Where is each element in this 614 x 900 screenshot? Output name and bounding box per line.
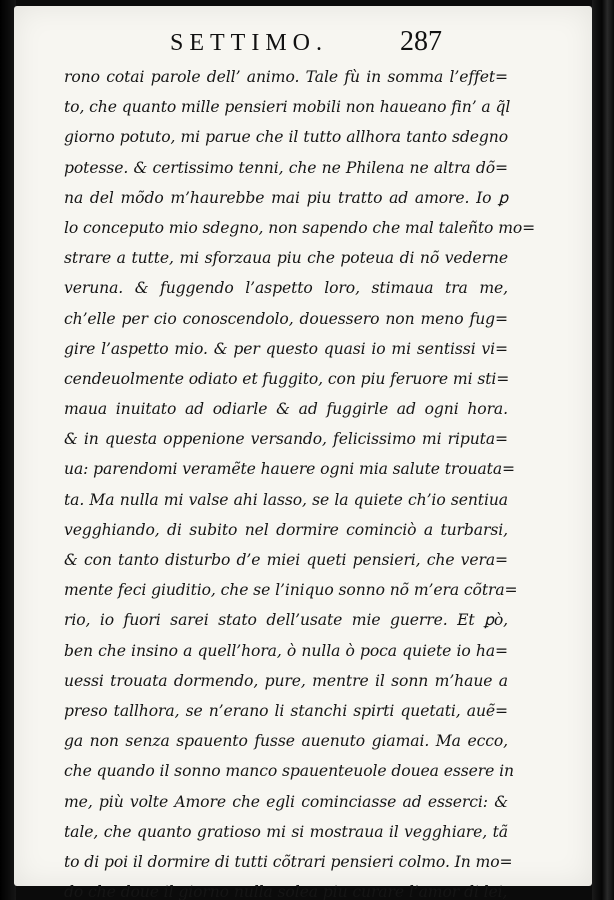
text-line: rono cotai parole dell’ animo. Tale fù in somma l’effet= bbox=[64, 68, 508, 86]
running-head: SETTIMO. bbox=[170, 30, 328, 56]
text-line: to di poi il dormire di tutti cõtrari pensieri colmo. In mo= bbox=[64, 852, 513, 871]
text-line: veruna. & fuggendo l’aspetto loro, stimaua tra me, bbox=[64, 279, 508, 298]
text-line: ch’elle per cio conoscendolo, douessero non meno fug= bbox=[64, 309, 508, 328]
text-line: che quando il sonno manco spauenteuole douea essere in bbox=[64, 762, 514, 781]
text-line: strare a tutte, mi sforzaua piu che poteua di nõ vederne bbox=[64, 249, 508, 268]
text-line: ta. Ma nulla mi valse ahi lasso, se la quiete ch’io sentiua bbox=[64, 490, 508, 509]
page-number: 287 bbox=[400, 26, 442, 57]
text-line: rio, io fuori sarei stato dell’usate mie guerre. Et ꝑò, bbox=[64, 611, 508, 630]
text-line: tale, che quanto gratioso mi si mostraua il vegghiare, tã bbox=[64, 822, 508, 841]
text-line: gire l’aspetto mio. & per questo quasi io mi sentissi vi= bbox=[64, 339, 508, 358]
text-line: do che doue il giorno nulla solea piu curare l’amor di lei, bbox=[64, 883, 508, 900]
text-line: lo conceputo mio sdegno, non sapendo che mal taleñto mo= bbox=[64, 218, 536, 237]
text-line: to, che quanto mille pensieri mobili non haueano fin’ a q̃l bbox=[64, 98, 511, 117]
text-line: cendeuolmente odiato et fuggito, con piu feruore mi sti= bbox=[64, 369, 510, 388]
text-line: ua: parendomi veramẽte hauere ogni mia salute trouata= bbox=[64, 460, 516, 479]
body-text bbox=[64, 62, 536, 900]
text-line: na del mõdo m’haurebbe mai piu tratto ad amore. Io ꝑ bbox=[64, 188, 508, 207]
text-line: & in questa oppenione versando, felicissimo mi riputa= bbox=[64, 430, 508, 449]
text-line: & con tanto disturbo d’e miei queti pensieri, che vera= bbox=[64, 551, 508, 569]
text-line: me, più volte Amore che egli cominciasse ad esserci: & bbox=[64, 792, 508, 811]
text-line: vegghiando, di subito nel dormire cominciò a turbarsi, bbox=[64, 520, 508, 539]
text-line: preso tallhora, se n’erano li stanchi spirti quetati, auẽ= bbox=[64, 701, 508, 720]
text-line: ga non senza spauento fusse auenuto giamai. Ma ecco, bbox=[64, 732, 508, 751]
book-gutter bbox=[592, 0, 614, 900]
text-line: mente feci giuditio, che se l’iniquo sonno nõ m’era cõtra= bbox=[64, 581, 518, 600]
text-line: maua inuitato ad odiarle & ad fuggirle ad ogni hora. bbox=[64, 400, 508, 419]
text-line: uessi trouata dormendo, pure, mentre il sonn m’haue a bbox=[64, 671, 508, 690]
text-line: ben che insino a quell’hora, ò nulla ò poca quiete io ha= bbox=[64, 641, 508, 660]
text-line: potesse. & certissimo tenni, che ne Philena ne altra dõ= bbox=[64, 158, 508, 177]
text-line: giorno potuto, mi parue che il tutto allhora tanto sdegno bbox=[64, 128, 508, 147]
